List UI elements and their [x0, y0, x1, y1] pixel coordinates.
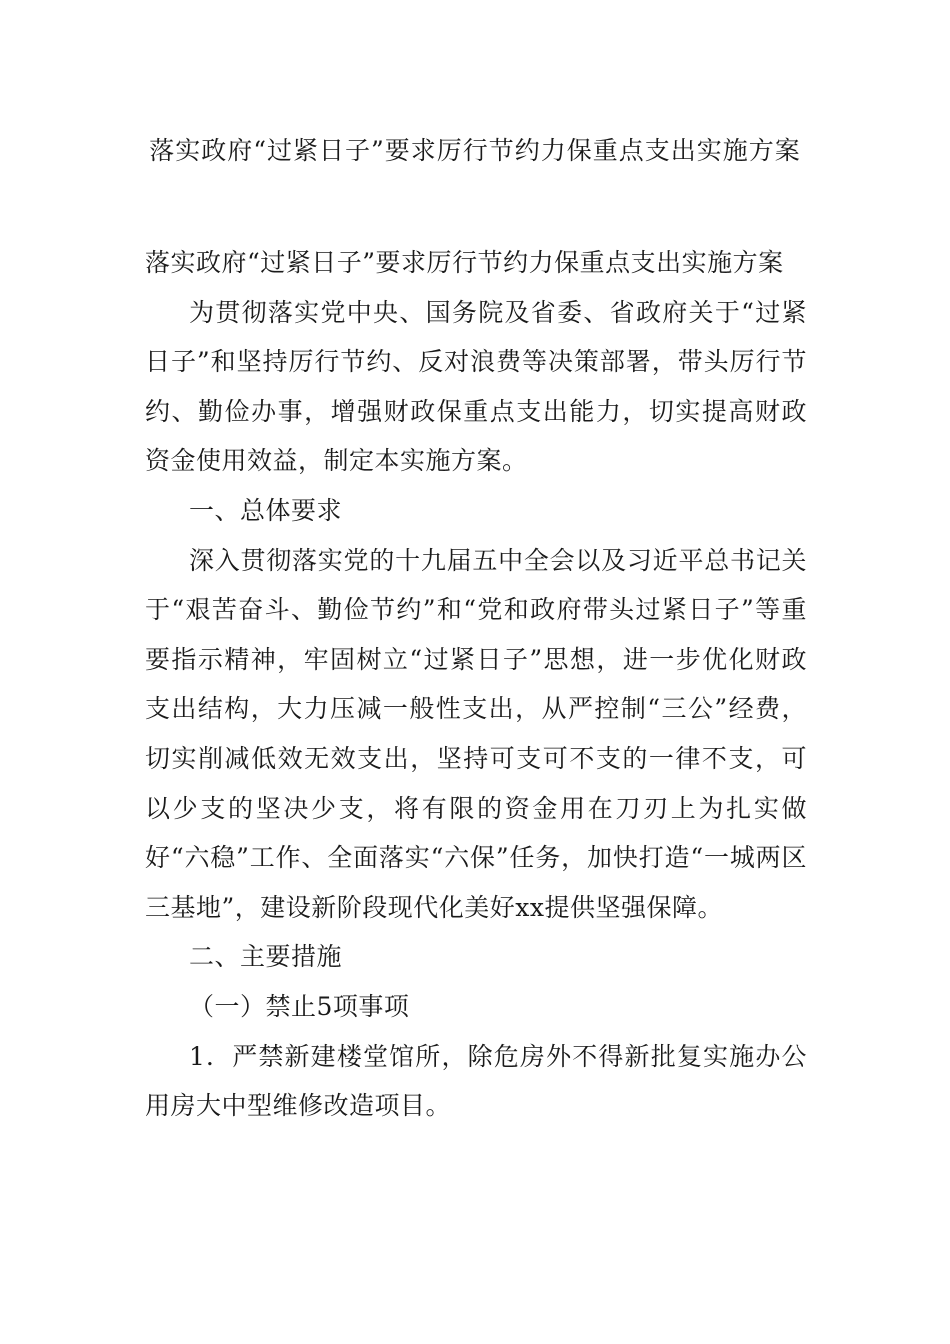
section-heading-general-requirements: 一、总体要求	[189, 495, 343, 525]
document-body	[145, 238, 807, 1131]
intro-paragraph: 为贯彻落实党中央、国务院及省委、省政府关于“过紧日子”和坚持厉行节约、反对浪费等决策部署，带头厉行节约、勤俭办事，增强财政保重点支出能力，切实提高财政资金使用效益，制定本实施方案。	[145, 297, 807, 476]
document-title: 落实政府“过紧日子”要求厉行节约力保重点支出实施方案	[149, 136, 801, 165]
general-requirements-paragraph: 深入贯彻落实党的十九届五中全会以及习近平总书记关于“艰苦奋斗、勤俭节约”和“党和政府带头过紧日子”等重要指示精神，牢固树立“过紧日子”思想，进一步优化财政支出结构，大力压减一般性支出，从严控制“三公”经费，切实削减低效无效支出，坚持可支可不支的一律不支，可以少支的坚决少支，将有限的资金用在刀刃上为扎实做好“六稳”工作、全面落实“六保”任务，加快打造“一城两区三基地”，建设新阶段现代化美好xx提供坚强保障。	[145, 545, 807, 922]
repeated-title: 落实政府“过紧日子”要求厉行节约力保重点支出实施方案	[145, 248, 784, 277]
prohibited-item-1: 1．严禁新建楼堂馆所，除危房外不得新批复实施办公用房大中型维修改造项目。	[145, 1041, 807, 1121]
subsection-heading-prohibited-items: （一）禁止5项事项	[189, 991, 410, 1021]
section-heading-main-measures: 二、主要措施	[189, 942, 343, 972]
